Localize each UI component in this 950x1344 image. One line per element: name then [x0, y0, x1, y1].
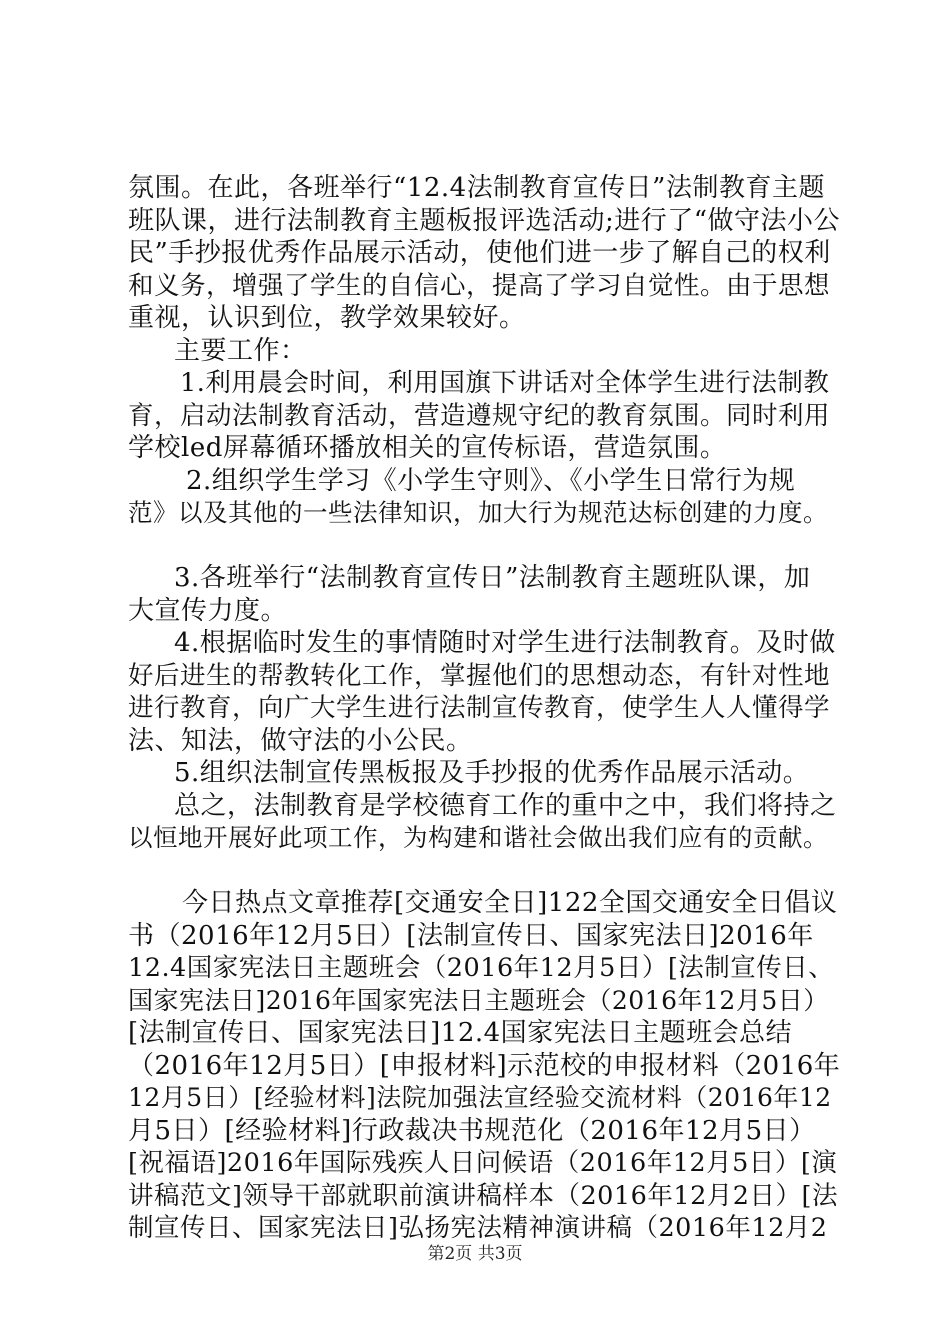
text-line: 班队课，进行法制教育主题板报评选活动;进行了“做守法小公: [128, 205, 841, 236]
text-line: 进行教育，向广大学生进行法制宣传教育，使学生人人懂得学: [128, 693, 831, 723]
list-item-2: 2.组织学生学习《小学生守则》、《小学生日常行为规: [186, 465, 796, 496]
page-number-footer: 第2页 共3页: [427, 1244, 523, 1264]
text-line: 月5日）[经验材料]行政裁决书规范化（2016年12月5日）: [128, 1115, 816, 1146]
list-item-1: 1.利用晨会时间，利用国旗下讲话对全体学生进行法制教: [180, 368, 830, 398]
text-line: 以恒地开展好此项工作，为构建和谐社会做出我们应有的贡献。: [128, 823, 828, 852]
blank-line: [128, 855, 838, 888]
text-line: 范》以及其他的一些法律知识，加大行为规范达标创建的力度。: [128, 498, 828, 527]
text-line: 大宣传力度。: [128, 595, 288, 626]
document-body: [128, 172, 841, 1245]
text-line: （2016年12月5日）[申报材料]示范校的申报材料（2016年: [128, 1050, 841, 1081]
summary-paragraph: 总之，法制教育是学校德育工作的重中之中，我们将持之: [174, 790, 837, 821]
text-line: [法制宣传日、国家宪法日]12.4国家宪法日主题班会总结: [128, 1018, 793, 1048]
text-line: 讲稿范文]领导干部就职前演讲稿样本（2016年12月2日）[法: [128, 1180, 838, 1211]
text-line: 书（2016年12月5日）[法制宣传日、国家宪法日]2016年: [128, 920, 814, 951]
text-line: [祝福语]2016年国际残疾人日问候语（2016年12月5日）[演: [128, 1148, 838, 1178]
text-line: 12月5日）[经验材料]法院加强法宣经验交流材料（2016年12: [128, 1083, 832, 1112]
text-line: 学校led屏幕循环播放相关的宣传标语，营造氛围。: [128, 433, 727, 463]
text-line: 好后进生的帮教转化工作，掌握他们的思想动态，有针对性地: [128, 660, 831, 691]
text-line: 育，启动法制教育活动，营造遵规守纪的教育氛围。同时利用: [128, 400, 831, 431]
text-line: 氛围。在此，各班举行“12.4法制教育宣传日”法制教育主题: [128, 173, 825, 203]
text-line: 12.4国家宪法日主题班会（2016年12月5日）[法制宣传日、: [128, 953, 835, 983]
recommended-articles: 今日热点文章推荐[交通安全日]122全国交通安全日倡议: [182, 888, 838, 918]
text-line: 法、知法，做守法的小公民。: [128, 725, 473, 756]
text-line: 民”手抄报优秀作品展示活动，使他们进一步了解自己的权利: [128, 238, 831, 268]
blank-line: [128, 530, 838, 563]
text-line: 国家宪法日]2016年国家宪法日主题班会（2016年12月5日）: [128, 985, 829, 1015]
list-item-4: 4.根据临时发生的事情随时对学生进行法制教育。及时做: [174, 628, 836, 658]
text-line: 和义务，增强了学生的自信心，提高了学习自觉性。由于思想: [128, 270, 831, 301]
list-item-3: 3.各班举行“法制教育宣传日”法制教育主题班队课，加: [174, 563, 811, 593]
list-item-5: 5.组织法制宣传黑板报及手抄报的优秀作品展示活动。: [174, 758, 810, 788]
text-line: 制宣传日、国家宪法日]弘扬宪法精神演讲稿（2016年12月2: [128, 1213, 828, 1243]
section-heading: 主要工作：: [174, 335, 307, 366]
text-line: 重视，认识到位，教学效果较好。: [128, 303, 526, 333]
